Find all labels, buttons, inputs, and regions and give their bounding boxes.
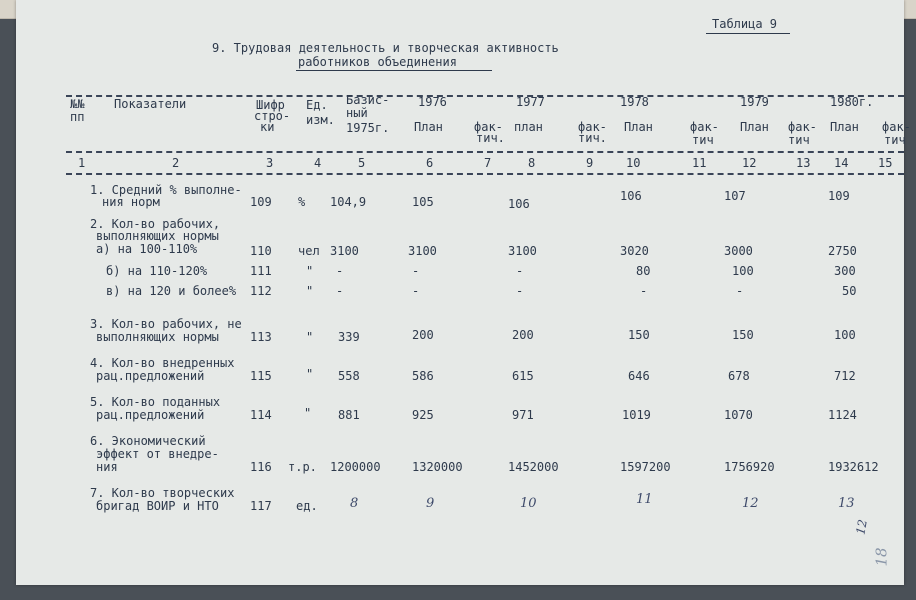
column-numbers-rule (66, 173, 904, 175)
col-number: 3 (266, 156, 274, 170)
table-label: Таблица 9 (712, 17, 778, 31)
header-bottom-rule (66, 151, 904, 153)
fact-1980-header: фак- (882, 120, 911, 134)
margin-note-folio: 18 (872, 547, 891, 567)
col-indicator-header: Показатели (114, 97, 187, 111)
col-number: 12 (742, 156, 757, 170)
col-no-header: №№ (70, 97, 85, 111)
fact-1976-header: фак- (474, 120, 503, 134)
document-page: Таблица 9 9. Трудовая деятельность и творческая активность работников объединения №№ пп Показатели Шифр стро- ки Ед. изм. Базис- ный 1975г. 1976 1977 1978 1979 1980г. План фак- тич. план фак- тич. План фак- тич План фак- тич План фак- тич 1 2 3 4 5 6 7 8 9 10 11 12 13 14 15 1. Средний % выполне- ния норм 109 % 104,9 105 106 106 107 109 2. Кол-во рабочих, выполняющих нормы а) на 100-110% 110 чел 3100 3100 3100 3020 3000 2750 б) на 110-120% 111 " - - - 80 100 300 в) на 120 и более% 112 " - - - - - 50 3. Кол-во рабочих, не выполняющих нормы 113 " 339 200 200 150 150 100 4. Кол-во внедренных рац.предложений 115 " 558 586 615 646 678 712 5. Кол-во поданных рац.предложений 114 " 881 925 971 1019 1070 1124 6. Экономический эффект от внедре- ния 116 т.р. 1200000 1320000 1452000 1597200 1756920 1932612 7. Кол-во творческих бригад ВОИР и НТО 117 ед. 8 9 10 11 12 13 12 18 (16, 0, 904, 585)
margin-note-page: 12 (853, 518, 870, 536)
subtitle-underline (296, 70, 492, 71)
col-number: 7 (484, 156, 492, 170)
col-number: 15 (878, 156, 893, 170)
col-number: 13 (796, 156, 811, 170)
col-unit-header: Ед. (306, 98, 328, 112)
col-number: 10 (626, 156, 641, 170)
fact-1977-header: фак- (578, 120, 607, 134)
page-title: 9. Трудовая деятельность и творческая активность (212, 41, 559, 55)
col-number: 14 (834, 156, 849, 170)
col-number: 9 (586, 156, 594, 170)
col-base-header: Базис- (346, 93, 390, 107)
col-number: 11 (692, 156, 707, 170)
col-number: 4 (314, 156, 322, 170)
col-code-header: Шифр (256, 98, 285, 112)
year-1980-header: 1980г. (830, 95, 874, 109)
year-1976-header: 1976 (418, 95, 447, 109)
year-1979-header: 1979 (740, 95, 769, 109)
col-number: 1 (78, 156, 86, 170)
year-1977-header: 1977 (516, 95, 545, 109)
page-subtitle: работников объединения (298, 55, 457, 69)
plan-1979-header: План (740, 120, 769, 134)
fact-1979-header: фак- (788, 120, 817, 134)
year-1978-header: 1978 (620, 95, 649, 109)
col-number: 2 (172, 156, 180, 170)
plan-1978-header: План (624, 120, 653, 134)
plan-1980-header: План (830, 120, 859, 134)
fact-1978-header: фак- (690, 120, 719, 134)
col-number: 5 (358, 156, 366, 170)
table-label-underline (706, 33, 790, 34)
plan-1977-header: план (514, 120, 543, 134)
col-number: 8 (528, 156, 536, 170)
plan-1976-header: План (414, 120, 443, 134)
table-top-rule (66, 95, 904, 97)
col-number: 6 (426, 156, 434, 170)
